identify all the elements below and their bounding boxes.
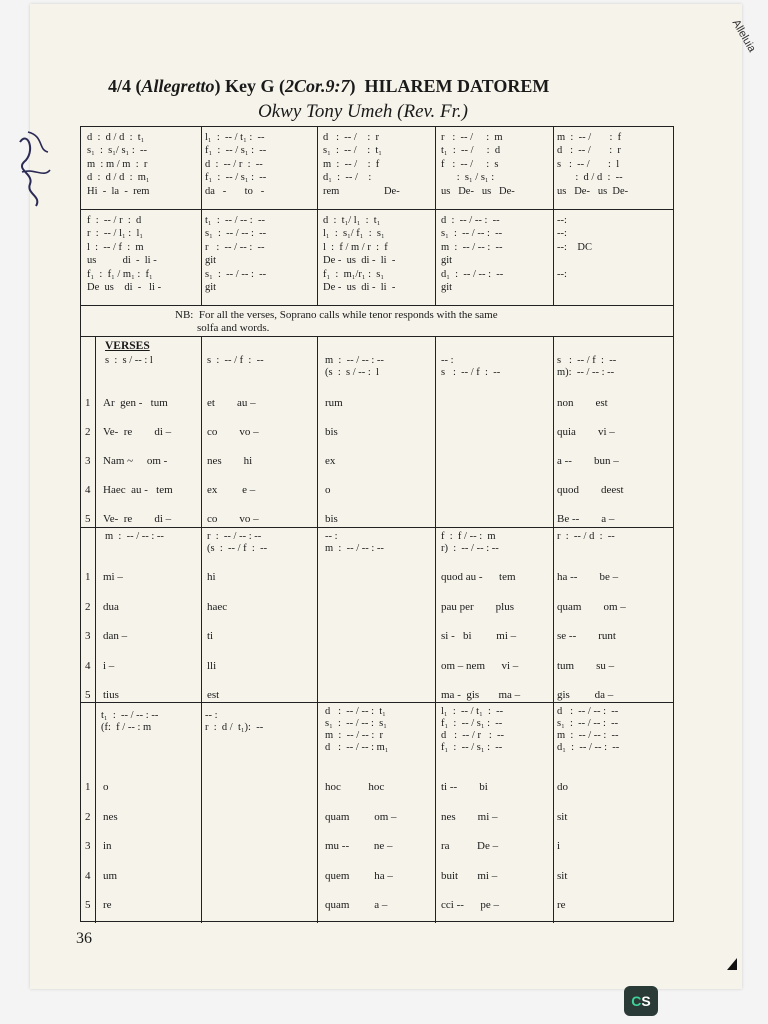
num-col-divider [95, 336, 96, 923]
verse-number: 5 [85, 689, 91, 701]
verse-lyric: ti [207, 630, 214, 642]
adjacent-page-edge [718, 0, 768, 130]
row-divider [81, 702, 673, 703]
verse-solfa-header: t₁ : -- / -- : -- (f: f / -- : m [101, 710, 159, 733]
verse-number: 2 [85, 600, 91, 613]
col-divider [317, 127, 318, 305]
intro-cell: m : -- / : f d : -- / : r s : -- / : l : d / d : -- us De- us De- [557, 132, 629, 197]
verse-lyric: o [325, 484, 331, 496]
verse-solfa-header: r : -- / d : -- [557, 531, 615, 542]
verse-number: 3 [85, 630, 91, 642]
meter-key: 4/4 ( [108, 76, 142, 96]
verse-lyric: nes hi [207, 455, 253, 467]
verse-lyric: quam om – [557, 600, 626, 613]
verse-solfa-header: m : -- / -- : -- [105, 531, 164, 542]
col-divider [553, 336, 554, 923]
verse-lyric: Be -- a – [557, 513, 615, 525]
verse-solfa-header: s : s / -- : l [105, 355, 153, 366]
verse-lyric: cci -- pe – [441, 899, 500, 911]
verse-lyric: buit mi – [441, 869, 498, 882]
verse-lyric: Nam ~ om - [103, 455, 168, 467]
scripture-ref: 2Cor.9:7 [284, 76, 350, 96]
row-divider [81, 209, 673, 210]
verse-lyric: tum su – [557, 659, 615, 672]
verse-lyric: quod au - tem [441, 571, 516, 583]
intro-cell: d : d / d : t₁ s₁ : s₁/ s₁ : -- m : m / m : r d : d / d : m₁ Hi - la - rem [87, 132, 150, 197]
col-divider [317, 336, 318, 923]
verse-solfa-header: s : -- / f : -- m): -- / -- : -- [557, 355, 617, 378]
verse-lyric: do [557, 781, 568, 793]
verse-lyric: est [207, 689, 220, 701]
verse-lyric: quam om – [325, 810, 397, 823]
verse-lyric: sit [557, 810, 568, 823]
intro-cell: --: --: --: DC --: [557, 215, 592, 280]
solfa-score-table [80, 126, 674, 922]
verse-lyric: i [557, 840, 561, 852]
tempo: Allegretto [141, 76, 215, 96]
col-divider [201, 336, 202, 923]
hymn-title [108, 76, 708, 97]
verse-number: 3 [85, 455, 91, 467]
song-title: HILAREM DATOREM [364, 76, 550, 96]
badge-c: C [631, 993, 642, 1009]
verse-lyric: non est [557, 397, 608, 409]
verse-solfa-header: -- : m : -- / -- : -- [325, 531, 384, 554]
page-corner-mark [727, 958, 737, 970]
verse-number: 1 [85, 571, 91, 583]
verse-solfa-header: -- : s : -- / f : -- [441, 355, 501, 378]
verse-lyric: a -- bun – [557, 455, 619, 467]
verse-lyric: quia vi – [557, 426, 615, 438]
verse-number: 3 [85, 840, 91, 852]
intro-cell: d : -- / -- : -- s₁ : -- / -- : -- m : -- / -- : -- git d₁ : -- / -- : -- git [441, 215, 504, 294]
intro-cell: d : -- / : r s₁ : -- / : t₁ m : -- / : f d₁ : -- / : rem De- [323, 132, 400, 197]
verse-number: 5 [85, 513, 91, 525]
verse-lyric: nes mi – [441, 810, 498, 823]
verse-lyric: co vo – [207, 513, 259, 525]
verse-solfa-header: d : -- / -- : t₁ s₁ : -- / -- : s₁ m : -- / -- : r d : -- / -- : m₁ [325, 706, 389, 753]
badge-s: S [641, 993, 651, 1009]
verse-lyric: ex [325, 455, 336, 467]
verse-number: 1 [85, 781, 91, 793]
verse-lyric: dua [103, 600, 119, 613]
verse-lyric: sit [557, 869, 568, 882]
col-divider [435, 336, 436, 923]
col-divider [201, 127, 202, 305]
verse-lyric: dan – [103, 630, 128, 642]
verse-lyric: ex e – [207, 484, 256, 496]
close-paren: ) [349, 76, 356, 96]
intro-cell: d : t₁/ l₁ : t₁ l₁ : s₁/ f₁ : s₁ l : f / m / r : f De - us di - li - f₁ : m₁/r₁ : s₁ De - us di - li - [323, 215, 396, 294]
verse-lyric: i – [103, 659, 115, 672]
verse-lyric: tius [103, 689, 119, 701]
verse-lyric: um [103, 869, 118, 882]
verse-solfa-header: f : f / -- : m r) : -- / -- : -- [441, 531, 499, 554]
verse-lyric: Ve- re di – [103, 426, 172, 438]
verse-lyric: quem ha – [325, 869, 393, 882]
verse-solfa-header: r : -- / -- : -- (s : -- / f : -- [207, 531, 268, 554]
verse-number: 4 [85, 869, 91, 882]
col-divider [553, 127, 554, 305]
verse-number: 4 [85, 659, 91, 672]
verse-number: 2 [85, 810, 91, 823]
intro-cell: t₁ : -- / -- : -- s₁ : -- / -- : -- r : -- / -- : -- git s₁ : -- / -- : -- git [205, 215, 267, 294]
handwritten-signature [14, 122, 56, 212]
verse-lyric: gis da – [557, 689, 614, 701]
verse-number: 1 [85, 397, 91, 409]
composer: Okwy Tony Umeh (Rev. Fr.) [258, 101, 469, 122]
verse-lyric: ti -- bi [441, 781, 488, 793]
verse-lyric: mi – [103, 571, 123, 583]
verse-lyric: hi [207, 571, 216, 583]
verse-number: 2 [85, 426, 91, 438]
verse-lyric: pau per plus [441, 600, 515, 613]
verse-lyric: Ve- re di – [103, 513, 172, 525]
verse-solfa-header: -- : r : d / t₁): -- [205, 710, 264, 733]
verse-lyric: hoc hoc [325, 781, 385, 793]
row-divider [81, 336, 673, 337]
verse-lyric: quam a – [325, 899, 388, 911]
verse-lyric: haec [207, 600, 228, 613]
verse-lyric: rum [325, 397, 343, 409]
verse-solfa-header: d : -- / -- : -- s₁ : -- / -- : -- m : -- / -- : -- d₁ : -- / -- : -- [557, 706, 620, 753]
verse-lyric: om – nem vi – [441, 659, 519, 672]
edge-text: Alleluia [729, 17, 758, 55]
row-divider [81, 305, 673, 306]
verse-lyric: re [557, 899, 566, 911]
verse-lyric: in [103, 840, 112, 852]
camscanner-badge [624, 986, 658, 1016]
verse-lyric: o [103, 781, 109, 793]
verse-lyric: nes [103, 810, 118, 823]
verse-lyric: ra De – [441, 840, 499, 852]
nb-note: NB: For all the verses, Soprano calls while tenor responds with the same solfa and words. [175, 309, 498, 334]
verse-lyric: re [103, 899, 112, 911]
verse-lyric: mu -- ne – [325, 840, 393, 852]
verse-solfa-header: l₁ : -- / t₁ : -- f₁ : -- / s₁ : -- d : -- / r : -- f₁ : -- / s₁ : -- [441, 706, 504, 753]
verse-lyric: bis [325, 426, 338, 438]
verse-lyric: Ar gen - tum [103, 397, 168, 409]
verse-lyric: co vo – [207, 426, 259, 438]
verse-lyric: lli [207, 659, 217, 672]
verse-solfa-header: m : -- / -- : -- (s : s / -- : l [325, 355, 384, 378]
verse-number: 4 [85, 484, 91, 496]
key-label: ) Key G ( [214, 76, 285, 96]
verse-lyric: ha -- be – [557, 571, 619, 583]
verse-lyric: si - bi mi – [441, 630, 517, 642]
verses-label: VERSES [105, 340, 150, 352]
verse-lyric: quod deest [557, 484, 624, 496]
intro-cell: r : -- / : m t₁ : -- / : d f : -- / : s : s₁ / s₁ : us De- us De- [441, 132, 515, 197]
intro-cell: l₁ : -- / t₁ : -- f₁ : -- / s₁ : -- d : -- / r : -- f₁ : -- / s₁ : -- da - to - [205, 132, 267, 197]
page-number: 36 [76, 930, 92, 947]
verse-lyric: Haec au - tem [103, 484, 173, 496]
verse-lyric: bis [325, 513, 338, 525]
verse-lyric: se -- runt [557, 630, 616, 642]
col-divider [435, 127, 436, 305]
verse-solfa-header: s : -- / f : -- [207, 355, 264, 366]
verse-number: 5 [85, 899, 91, 911]
row-divider [81, 527, 673, 528]
intro-cell: f : -- / r : d r : -- / l₁ : l₁ l : -- / f : m us di - li - f₁ : f₁ / m₁ : f₁ De us di - li - [87, 215, 162, 294]
verse-lyric: ma - gis ma – [441, 689, 521, 701]
verse-lyric: et au – [207, 397, 256, 409]
